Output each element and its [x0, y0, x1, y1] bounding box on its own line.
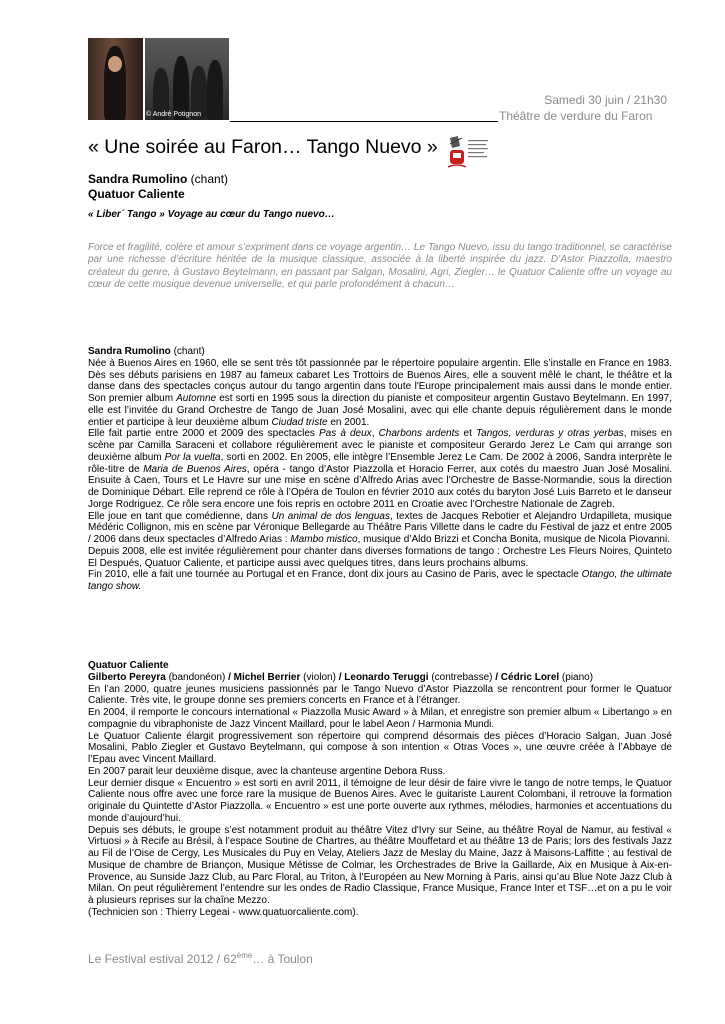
show-title: Otango, the ultimate tango show. — [88, 569, 672, 592]
technician-credit: (Technicien son : Thierry Legeai - www.quatuorcaliente.com). — [88, 906, 359, 918]
ensemble-name: Quatuor Caliente — [88, 187, 185, 201]
festival-logo-icon — [446, 134, 494, 172]
text-run: est sorti en 1995 sous la direction du pianiste et compositeur argentin Gustavo Beytelmann. En 1997, elle est l’invitée du Grand Orchestre de Tango de Juan José Mosalini, avec qui elle chante depuis régulièrement dans le monde entier et participe à leur deuxième album — [88, 393, 672, 428]
bio-paragraph — [88, 511, 672, 546]
text-run: , sorti en 2002. En 2005, elle intègre l’Ensemble Jerez Le Cam. De 2002 à 2006, Sandra interprète le rôle-titre de — [88, 451, 673, 475]
event-venue: Théâtre de verdure du Faron — [499, 109, 653, 123]
member-instrument: (contrebasse) — [428, 671, 496, 683]
quartet-name: Quatuor Caliente — [88, 660, 169, 671]
quartet-photo — [145, 38, 229, 120]
event-tagline: « Liber´ Tango » Voyage au cœur du Tango nuevo… — [88, 209, 335, 220]
member-name: Gilberto Pereyra — [88, 671, 166, 683]
bio-paragraph: Le Quatuor Caliente élargit progressivement son répertoire qui comprend désormais des pièces d’Horacio Salgan, Juan José Mosalini, Pablo Ziegler et Gustavo Beytelmann, qui compose à son intention « Otras Voces », une œuvre créée à l’Abbaye de l’Epau avec Vincent Maillard. — [88, 730, 672, 765]
member-name: / Michel Berrier — [228, 671, 301, 683]
text-run: Elle joue en tant que comédienne, dans — [88, 510, 272, 522]
singer-name: Sandra Rumolino — [88, 346, 171, 357]
page-footer — [88, 951, 313, 966]
bio-paragraph: Leur dernier disque « Encuentro » est sorti en avril 2011, il témoigne de leur désir de faire vivre le tango de notre temps, le Quatuor Caliente nous offre avec une force rare la musique de Buenos Aires. Avec le guitariste Laurent Colombani, il retrouve la formation originale du Quintette d’Astor Piazzolla. « Encuentro » est une porte ouverte aux rythmes, mélodies, harmonies et accentuations du monde d’aujourd’hui. — [88, 777, 672, 824]
text-run: Fin 2010, elle a fait une tournée au Portugal et en France, dont dix jours au Casino de Paris, avec le spectacle — [88, 569, 582, 581]
bio-paragraph: Depuis ses débuts, le groupe s’est notamment produit au théâtre Vitez d'Ivry sur Seine, au théâtre Royal de Namur, au festival « Virtuosi » à Recife au Brésil, à l’espace Soutine de Chartres, au théâtre Mouffetard et au théâtre 13 de Paris; lors des festivals Jazz au Fil de l’Oise de Cergy, Les Musicales du Puy en Velay, Ateliers Jazz de Meslay du Maine, Jazz à Maisons-Laffitte ; au festival de Musique de chambre de Briançon, Musique Métisse de Colmar, les Orchestrades de Brive la Gaillarde, Aix en Musique à Aix-en-Provence, au Sunside Jazz Club, au Parc Floral, au Triton, à l’Européen au New Morning à Paris, ainsi qu’au Blue Note Jazz Club à Milan. On peut régulièrement l’entendre sur les ondes de Radio Classique, France Musique, France Inter et TSF…et on a pu le voir à plusieurs reprises sur la chaîne Mezzo. — [88, 824, 672, 906]
member-name: / Leonardo Teruggi — [338, 671, 429, 683]
header-divider — [230, 121, 498, 122]
performer-role: (chant) — [187, 172, 229, 186]
footer-superscript: ème — [236, 951, 253, 960]
member-instrument: (bandonéon) — [165, 671, 229, 683]
performer-line — [88, 172, 228, 186]
show-title: Tangos, verduras y otras yerbas — [475, 428, 624, 440]
event-date: Samedi 30 juin / 21h30 — [544, 93, 667, 107]
footer-text: Le Festival estival 2012 / 62 — [88, 952, 237, 966]
bio-paragraph: En 2007 parait leur deuxième disque, avec la chanteuse argentine Debora Russ. — [88, 765, 446, 777]
text-run: , musique d’Aldo Brizzi et Concha Bonita, musique de Nicola Piovanni. — [357, 534, 670, 545]
member-name: / Cédric Lorel — [495, 671, 560, 683]
singer-bio — [88, 346, 672, 593]
intro-paragraph: Force et fragilité, colère et amour s’expriment dans ce voyage argentin… Le Tango Nuevo, issu du tango traditionnel, se caractérise par une richesse d’écriture héritée de la musique classique, associée à la liberté inspirée du jazz. D’Astor Piazzolla, maestro créateur du genre, à Gustavo Beytelmann, en passant par Salgan, Mosalini, Agri, Ziegler… le Quatuor Caliente offre un voyage au cœur de cette musique devenue universelle, et qui parle profondément à chacun… — [88, 242, 672, 291]
member-instrument: (violon) — [300, 671, 339, 683]
text-run: Elle fait partie entre 2000 et 2009 des spectacles — [88, 428, 319, 440]
bio-paragraph — [88, 569, 672, 593]
album-title: Automne — [176, 393, 217, 404]
show-title: Pas à deux — [318, 428, 372, 440]
text-run: en 2001. — [327, 416, 370, 428]
member-instrument: (piano) — [559, 671, 594, 683]
text-run: , — [371, 428, 379, 440]
text-run: , mises en scène par Camilla Saraceni et collabore régulièrement avec le pianiste et compositeur Gerardo Jerez Le Cam qui arrange son deuxième album — [88, 428, 672, 463]
quartet-members — [88, 672, 672, 684]
album-title: Por la vuelta — [164, 451, 221, 463]
bio-paragraph — [88, 358, 672, 429]
bio-paragraph: En l’an 2000, quatre jeunes musiciens passionnés par le Tango Nuevo d’Astor Piazzolla se rencontrent pour former le Quatuor Caliente. Très vite, le groupe donne ses premiers concerts en France et à l’étranger. — [88, 683, 672, 707]
page-title: « Une soirée au Faron… Tango Nuevo » — [88, 136, 438, 158]
singer-role: (chant) — [170, 346, 205, 357]
singer-photo — [88, 38, 143, 120]
album-title: Ciudad triste — [271, 416, 328, 428]
bio-paragraph: En 2004, il remporte le concours international « Piazzolla Music Award » à Milan, et enregistre son premier album « Libertango » en compagnie du vibraphoniste de Jazz Vincent Maillard, pour le label Aeon / Harmonia Mundi. — [88, 707, 672, 730]
show-title: Un animal de dos lenguas — [271, 510, 390, 522]
show-title: Charbons ardents — [378, 428, 460, 440]
text-run: et — [459, 428, 476, 440]
show-title: Mambo mistico — [290, 534, 358, 545]
bio-paragraph: Depuis 2008, elle est invitée régulièrement pour chanter dans diverses formations de tango : Orchestre Les Fleurs Noires, Quinteto El Después, Quatuor Caliente, et participe aussi avec quelques titres, dans leurs prochains albums. — [88, 545, 672, 569]
bio-paragraph — [88, 428, 672, 510]
singer-bio-heading — [88, 346, 672, 358]
show-title: Maria de Buenos Aires — [143, 463, 247, 475]
photo-credit: © André Potignon — [146, 111, 201, 118]
text-run: Née à Buenos Aires en 1960, elle se sent très tôt passionnée par le répertoire populaire argentin. Elle s’installe en France en 1983. Dès ses débuts parisiens en 1987 au fameux cabaret Les Trottoirs de Buenos Aires, elle a souvent mêlé le chant, le théâtre et la danse dans des spectacles conçus autour du tango argentin dans toute l'Europe principalement mais aussi dans le monde entier. Son premier album — [88, 357, 672, 404]
quartet-bio — [88, 660, 672, 919]
performer-name: Sandra Rumolino — [88, 172, 188, 186]
text-run: , opéra - tango d’Astor Piazzolla et Horacio Ferrer, aux cotés du maestro Juan José Mosalini. Ensuite à Caen, Tours et Le Havre sur une mise en scène d’Alfredo Arias avec l’Orchestre de Basse-Normandie, sous la direction de Dominique Débart. Elle reprend ce rôle à l’Opéra de Toulon en février 2010 aux cotés du baryton José Luis Barreto et le danseur Jorge Rodriguez. Ce rôle sera encore une fois repris en octobre 2011 en Croatie avec l’Orchestre Nationale de Zagreb. — [88, 463, 673, 510]
text-run: , textes de Jacques Rebotier et Alejandro Urdapilleta, musique Médéric Collignon, mis en scène par Véronique Bellegarde au Théâtre Paris Villette dans le cadre du Festival de jazz et entre 2005 / 2006 dans deux spectacles d’Alfredo Arias : — [88, 510, 672, 545]
footer-text: … à Toulon — [252, 952, 313, 966]
